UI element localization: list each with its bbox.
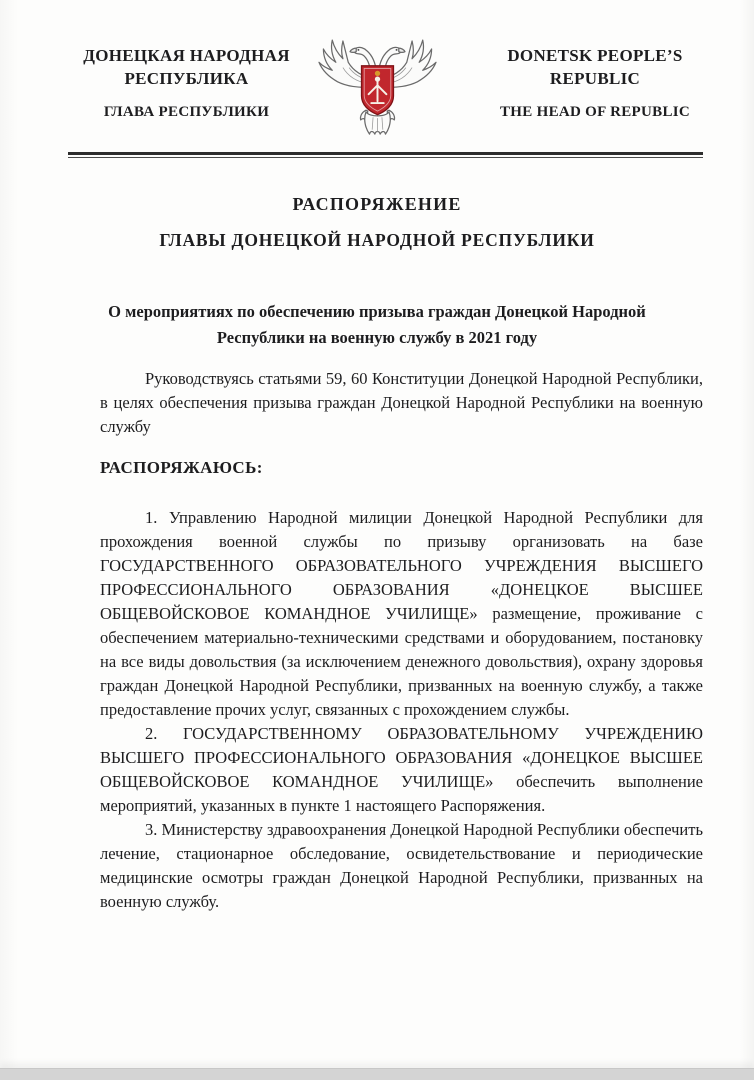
republic-name-en-block <box>452 38 738 121</box>
republic-name-en-line2: REPUBLIC <box>549 69 641 88</box>
intro-paragraph: Руководствуясь статьями 59, 60 Конституции Донецкой Народной Республики, в целях обеспечения призыва граждан Донецкой Народной Республики на военную службу <box>100 369 703 436</box>
order-word: РАСПОРЯЖАЮСЬ: <box>100 458 263 477</box>
republic-name-en-line1: DONETSK PEOPLE’S <box>507 46 683 65</box>
order-item-1: 1. Управлению Народной милиции Донецкой Народной Республики для прохождения военной службы по призыву организовать на базе ГОСУДАРСТВЕННОГО ОБРАЗОВАТЕЛЬНОГО УЧРЕЖДЕНИЯ ВЫСШЕГО ПРОФЕССИОНАЛЬНОГО ОБРАЗОВАНИЯ «ДОНЕЦКОЕ ВЫСШЕЕ ОБЩЕВОЙСКОВОЕ КОМАНДНОЕ УЧИЛИЩЕ» размещение, проживание с обеспечением материально-техническими средствами и оборудованием, постановку на все виды довольствия (за исключением денежного довольствия), охрану здоровья граждан Донецкой Народной Республики, призванных на военную службу, а также предоставление прочих услуг, связанных с прохождением службы. <box>100 508 703 719</box>
dpr-coat-of-arms-icon <box>311 32 444 144</box>
decree-subject: О мероприятиях по обеспечению призыва граждан Донецкой Народной Республики на военную службу в 2021 году <box>108 302 646 347</box>
decree-author-line: ГЛАВЫ ДОНЕЦКОЙ НАРОДНОЙ РЕСПУБЛИКИ <box>159 230 595 250</box>
decree-title: РАСПОРЯЖЕНИЕ <box>292 194 462 214</box>
head-of-republic-ru: ГЛАВА РЕСПУБЛИКИ <box>103 104 270 120</box>
head-of-republic-en: THE HEAD OF REPUBLIC <box>499 104 691 120</box>
scan-bottom-edge <box>0 1068 754 1080</box>
republic-name-ru-line2: РЕСПУБЛИКА <box>124 69 249 88</box>
document-header <box>71 0 754 144</box>
order-item-2: 2. ГОСУДАРСТВЕННОМУ ОБРАЗОВАТЕЛЬНОМУ УЧРЕЖДЕНИЮ ВЫСШЕГО ПРОФЕССИОНАЛЬНОГО ОБРАЗОВАНИЯ «ДОНЕЦКОЕ ВЫСШЕЕ ОБЩЕВОЙСКОВОЕ КОМАНДНОЕ УЧИЛИЩЕ» обеспечить выполнение мероприятий, указанных в пункте 1 настоящего Распоряжения. <box>100 724 703 815</box>
republic-name-ru-line1: ДОНЕЦКАЯ НАРОДНАЯ <box>83 46 290 65</box>
decree-body <box>100 367 703 914</box>
header-divider <box>68 152 703 158</box>
republic-name-ru-block <box>71 38 302 121</box>
order-item-3: 3. Министерству здравоохранения Донецкой Народной Республики обеспечить лечение, стационарное обследование, освидетельствование и периодические медицинские осмотры граждан Донецкой Народной Республики, призванных на военную службу. <box>100 820 703 911</box>
dpr-emblem <box>302 32 452 144</box>
